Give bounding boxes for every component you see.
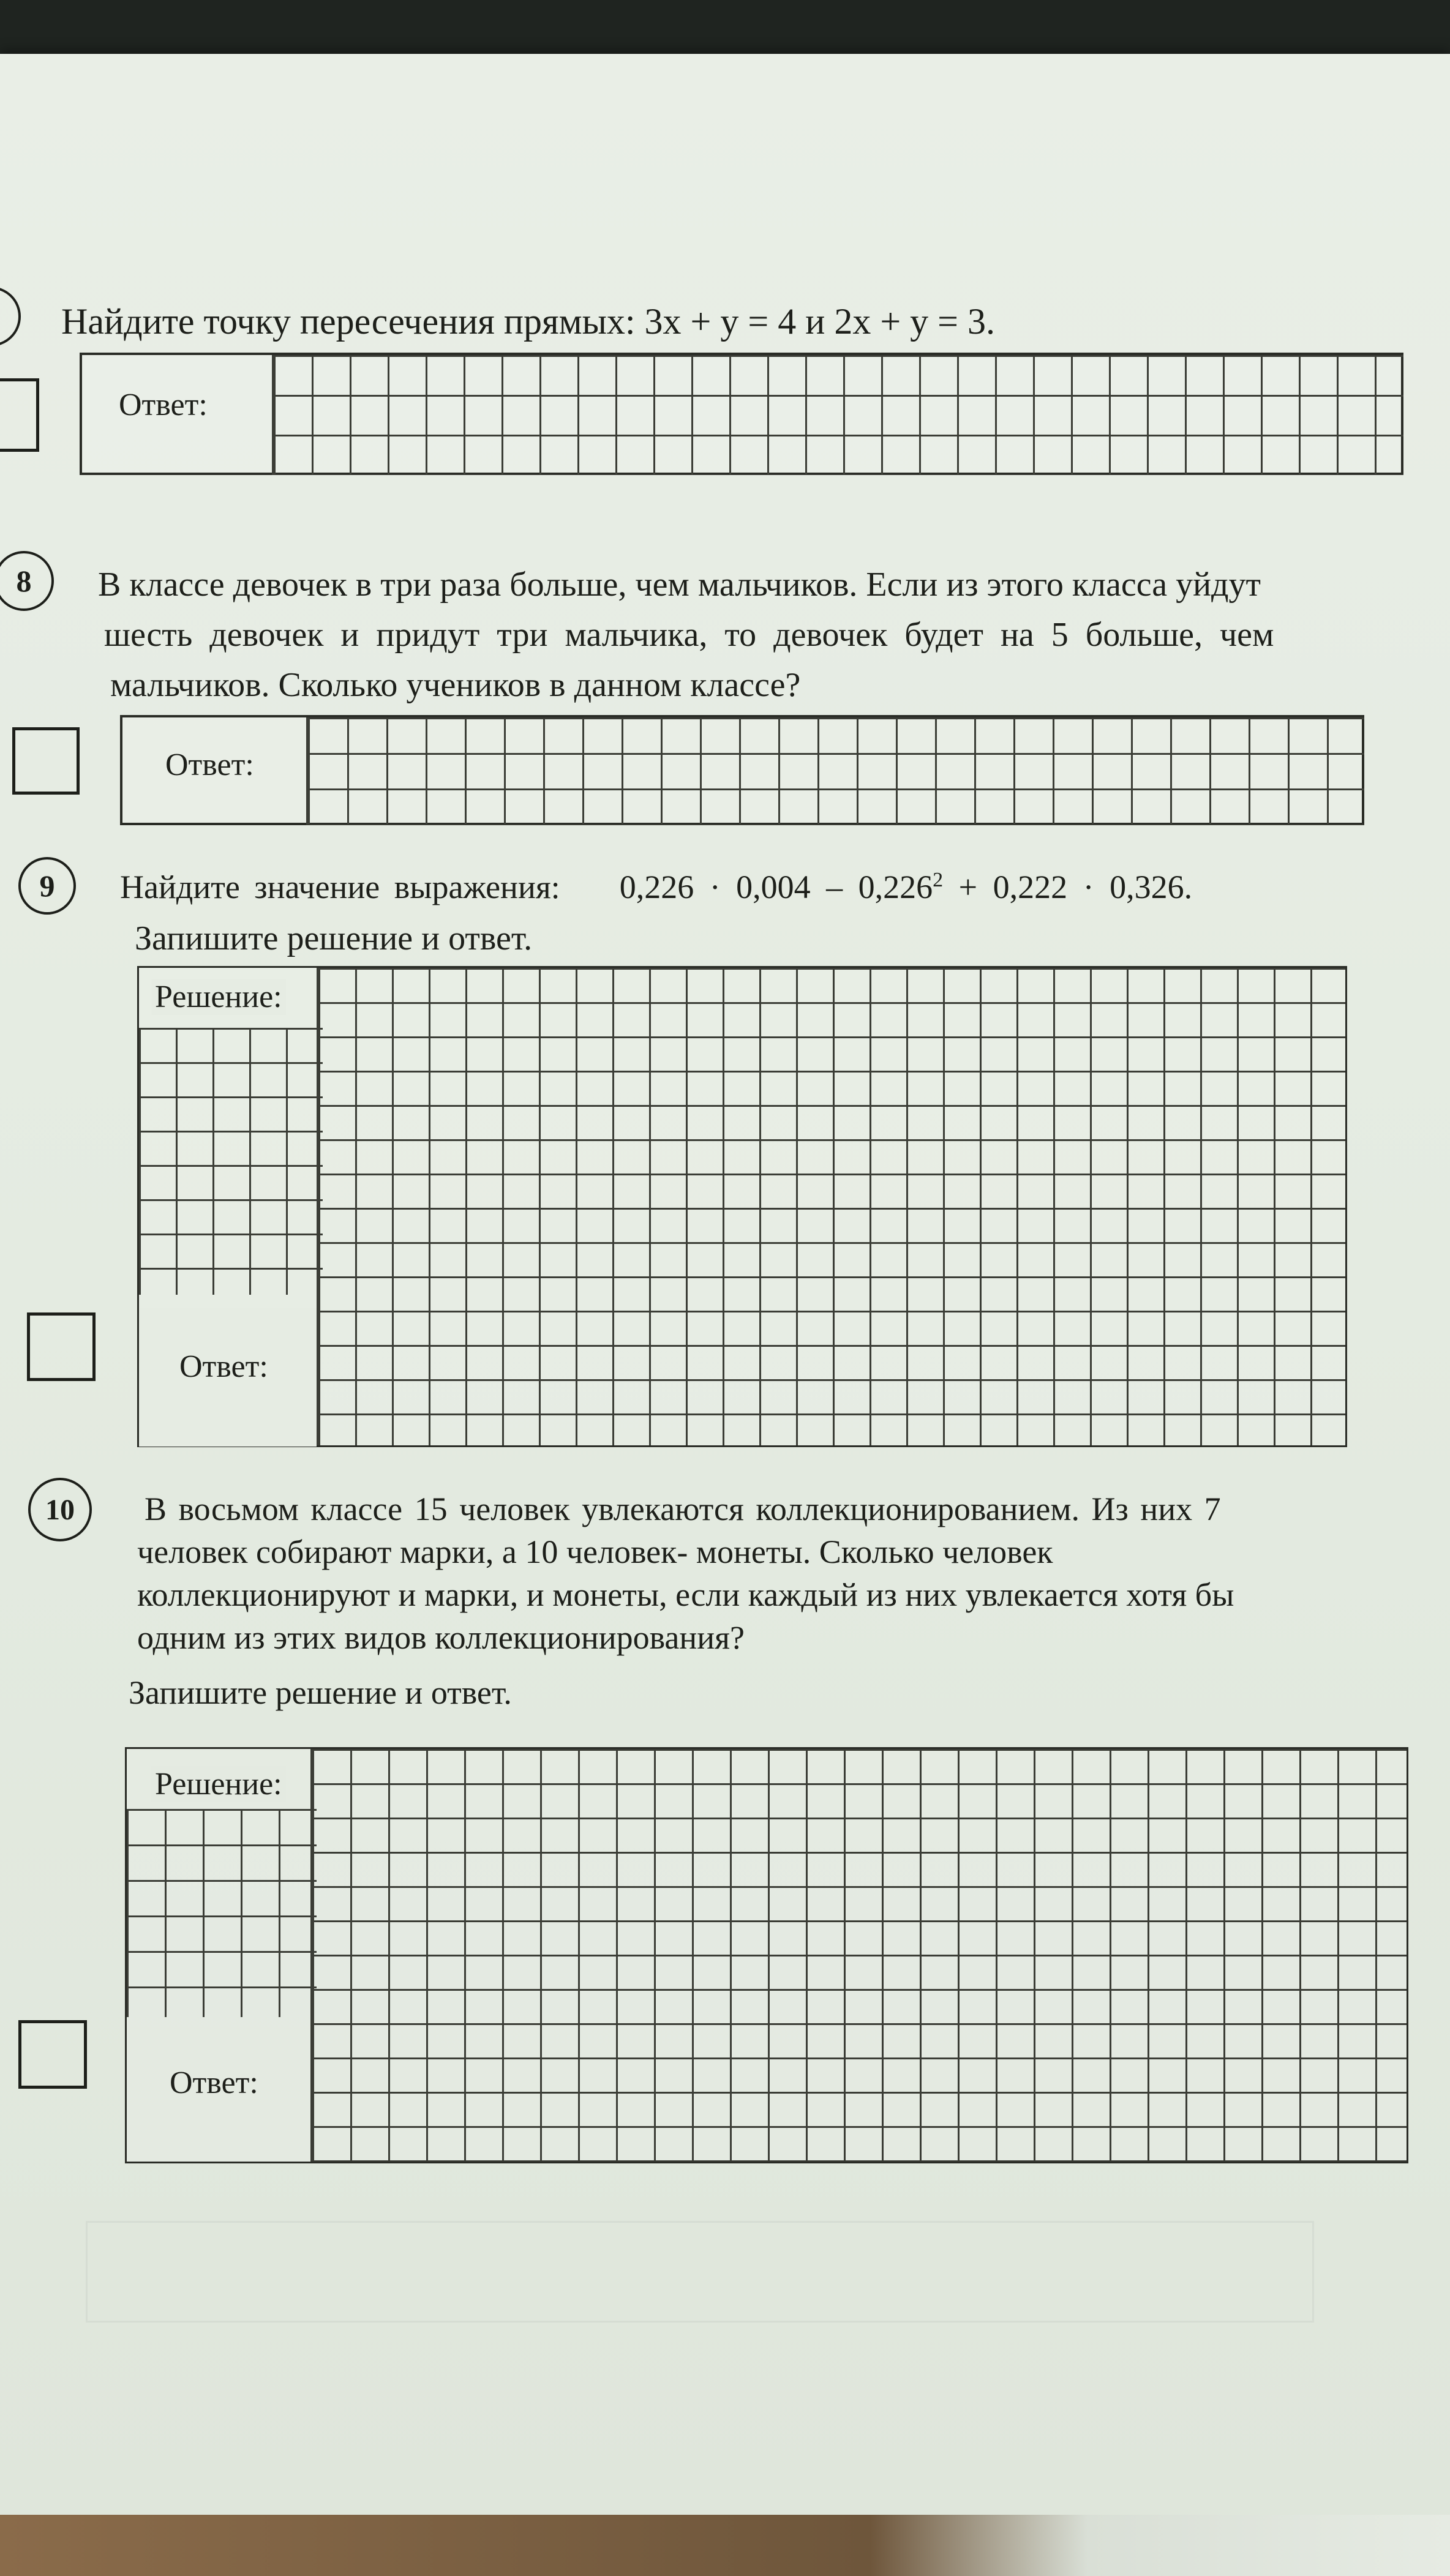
task-9-answer-label[interactable]: Ответ: [179, 1349, 268, 1384]
table-surface [0, 2515, 1450, 2576]
task-9-question-prefix: Найдите значение выражения: [120, 869, 560, 905]
task-10-solution-label: Решение: [151, 1766, 286, 1802]
task-8-answer-panel [120, 715, 1364, 825]
task-10-solution-grid[interactable] [310, 1749, 1407, 2162]
task-10-line-3: коллекционируют и марки, и монеты, если каждый из них увлекается хотя бы [137, 1576, 1234, 1613]
task-10-score-box[interactable] [18, 2020, 87, 2089]
task-10-line-2: человек собирают марки, а 10 человек- монеты. Сколько человек [137, 1533, 1053, 1570]
task-9-instruction: Запишите решение и ответ. [135, 919, 533, 957]
task-10-answer-area [127, 2027, 310, 2162]
task-7-number-badge [0, 286, 21, 346]
task-7-answer-cells[interactable] [272, 355, 1403, 475]
task-10-instruction: Запишите решение и ответ. [129, 1674, 512, 1711]
task-9-answer-area [139, 1308, 317, 1447]
task-9-score-box[interactable] [27, 1312, 96, 1381]
task-10-line-1: В восьмом классе 15 человек увлекаются коллекционированием. Из них 7 [145, 1491, 1221, 1527]
task-7-answer-label[interactable]: Ответ: [119, 388, 208, 422]
task-9-number-badge: 9 [18, 857, 76, 915]
task-9-solution-grid-left[interactable] [139, 1028, 323, 1295]
task-8-line-1: В классе девочек в три раза больше, чем мальчиков. Если из этого класса уйдут [98, 566, 1261, 604]
task-8-score-box[interactable] [12, 727, 80, 795]
task-7-question: Найдите точку пересечения прямых: 3x + y = 4 и 2x + y = 3. [61, 301, 996, 342]
task-10-line-4: одним из этих видов коллекционирования? [137, 1619, 745, 1656]
task-10-number-badge: 10 [28, 1478, 92, 1541]
exam-sheet [0, 54, 1450, 2515]
task-8-answer-label[interactable]: Ответ: [165, 747, 254, 782]
task-9-solution-grid[interactable] [317, 968, 1345, 1445]
task-9-solution-label: Решение: [151, 979, 286, 1015]
task-10-solution-panel [125, 1747, 1408, 2163]
task-9-exponent: 2 [933, 869, 944, 891]
task-8-number-badge: 8 [0, 551, 54, 611]
task-9-solution-panel [137, 966, 1347, 1447]
task-9-question [120, 864, 1192, 910]
task-8-line-3: мальчиков. Сколько учеников в данном классе? [110, 666, 801, 704]
task-7-answer-panel [80, 353, 1403, 475]
task-9-expression: 0,226 · 0,004 – 0,226 [619, 869, 933, 905]
task-8-line-2: шесть девочек и придут три мальчика, то девочек будет на 5 больше, чем [104, 616, 1274, 654]
task-10-solution-grid-left[interactable] [127, 1809, 317, 2017]
task-10-answer-label[interactable]: Ответ: [170, 2065, 258, 2100]
task-7-score-box[interactable] [0, 378, 39, 452]
task-8-answer-cells[interactable] [306, 717, 1364, 825]
show-through-grid [86, 2221, 1314, 2323]
task-9-expression-suffix: + 0,222 · 0,326. [943, 869, 1193, 905]
